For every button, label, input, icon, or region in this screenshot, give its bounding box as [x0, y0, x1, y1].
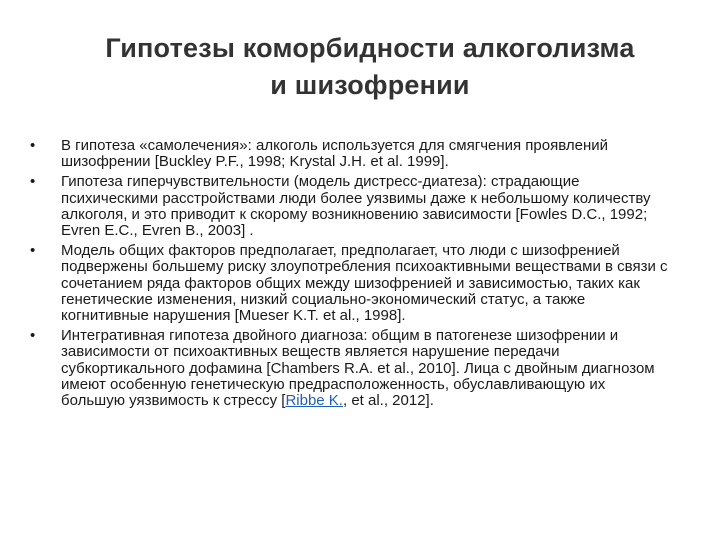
bullet-dot-icon: • [30, 137, 36, 154]
bullet-text: Модель общих факторов предполагает, предполагает, что люди с шизофренией подвержены большему риску злоупотребления психоактивными веществами в связи с сочетанием ряда факторов общих между шизофренией и зависимостью, таких как генетические изменения, низкий социально-экономический статус, а также когнитивные нарушения [Mueser K.T. et al., 1998]. [61, 242, 668, 325]
bullet-dot-icon: • [30, 173, 36, 191]
bullet-dot-icon: • [30, 327, 36, 345]
bullet-list [30, 138, 670, 413]
bullet-item-hypersensitivity [30, 174, 670, 239]
bullet-text-after-link: , et al., 2012]. [342, 392, 434, 410]
slide-title-line-2: и шизофрении [270, 70, 470, 100]
bullet-text-before-link: Интегративная гипотеза двойного диагноза: общим в патогенезе шизофрении и зависимости от психоактивных веществ является нарушение передачи субкортикального дофамина [Chambers R.A. et al., 2010]. Лица с двойным диагнозом имеют особенную генетическую предрасположенность, обуславливающую их большую уязвимость к стрессу [ [61, 327, 655, 410]
bullet-item-common-factors [30, 243, 670, 324]
bullet-item-self-medication [30, 138, 670, 170]
bullet-text: В гипотеза «самолечения»: алкоголь используется для смягчения проявлений шизофрении [Buckley P.F., 1998; Krystal J.H. et al. 1999]. [61, 137, 609, 171]
bullet-item-integrative [30, 328, 670, 409]
bullet-text-with-link [61, 328, 670, 409]
bullet-dot-icon: • [30, 242, 36, 260]
slide-title-line-1: Гипотезы коморбидности алкоголизма [105, 33, 635, 63]
bullet-text: Гипотеза гиперчувствительности (модель дистресс-диатеза): страдающие психическими расстройствами люди более уязвимы даже к небольшому количеству алкоголя, и это приводит к скорому возникновению зависимости [Fowles D.C., 1992; Evren E.C., Evren B., 2003] . [61, 173, 651, 240]
reference-link-ribbe[interactable]: Ribbe K. [285, 392, 343, 410]
slide-title [20, 30, 720, 104]
